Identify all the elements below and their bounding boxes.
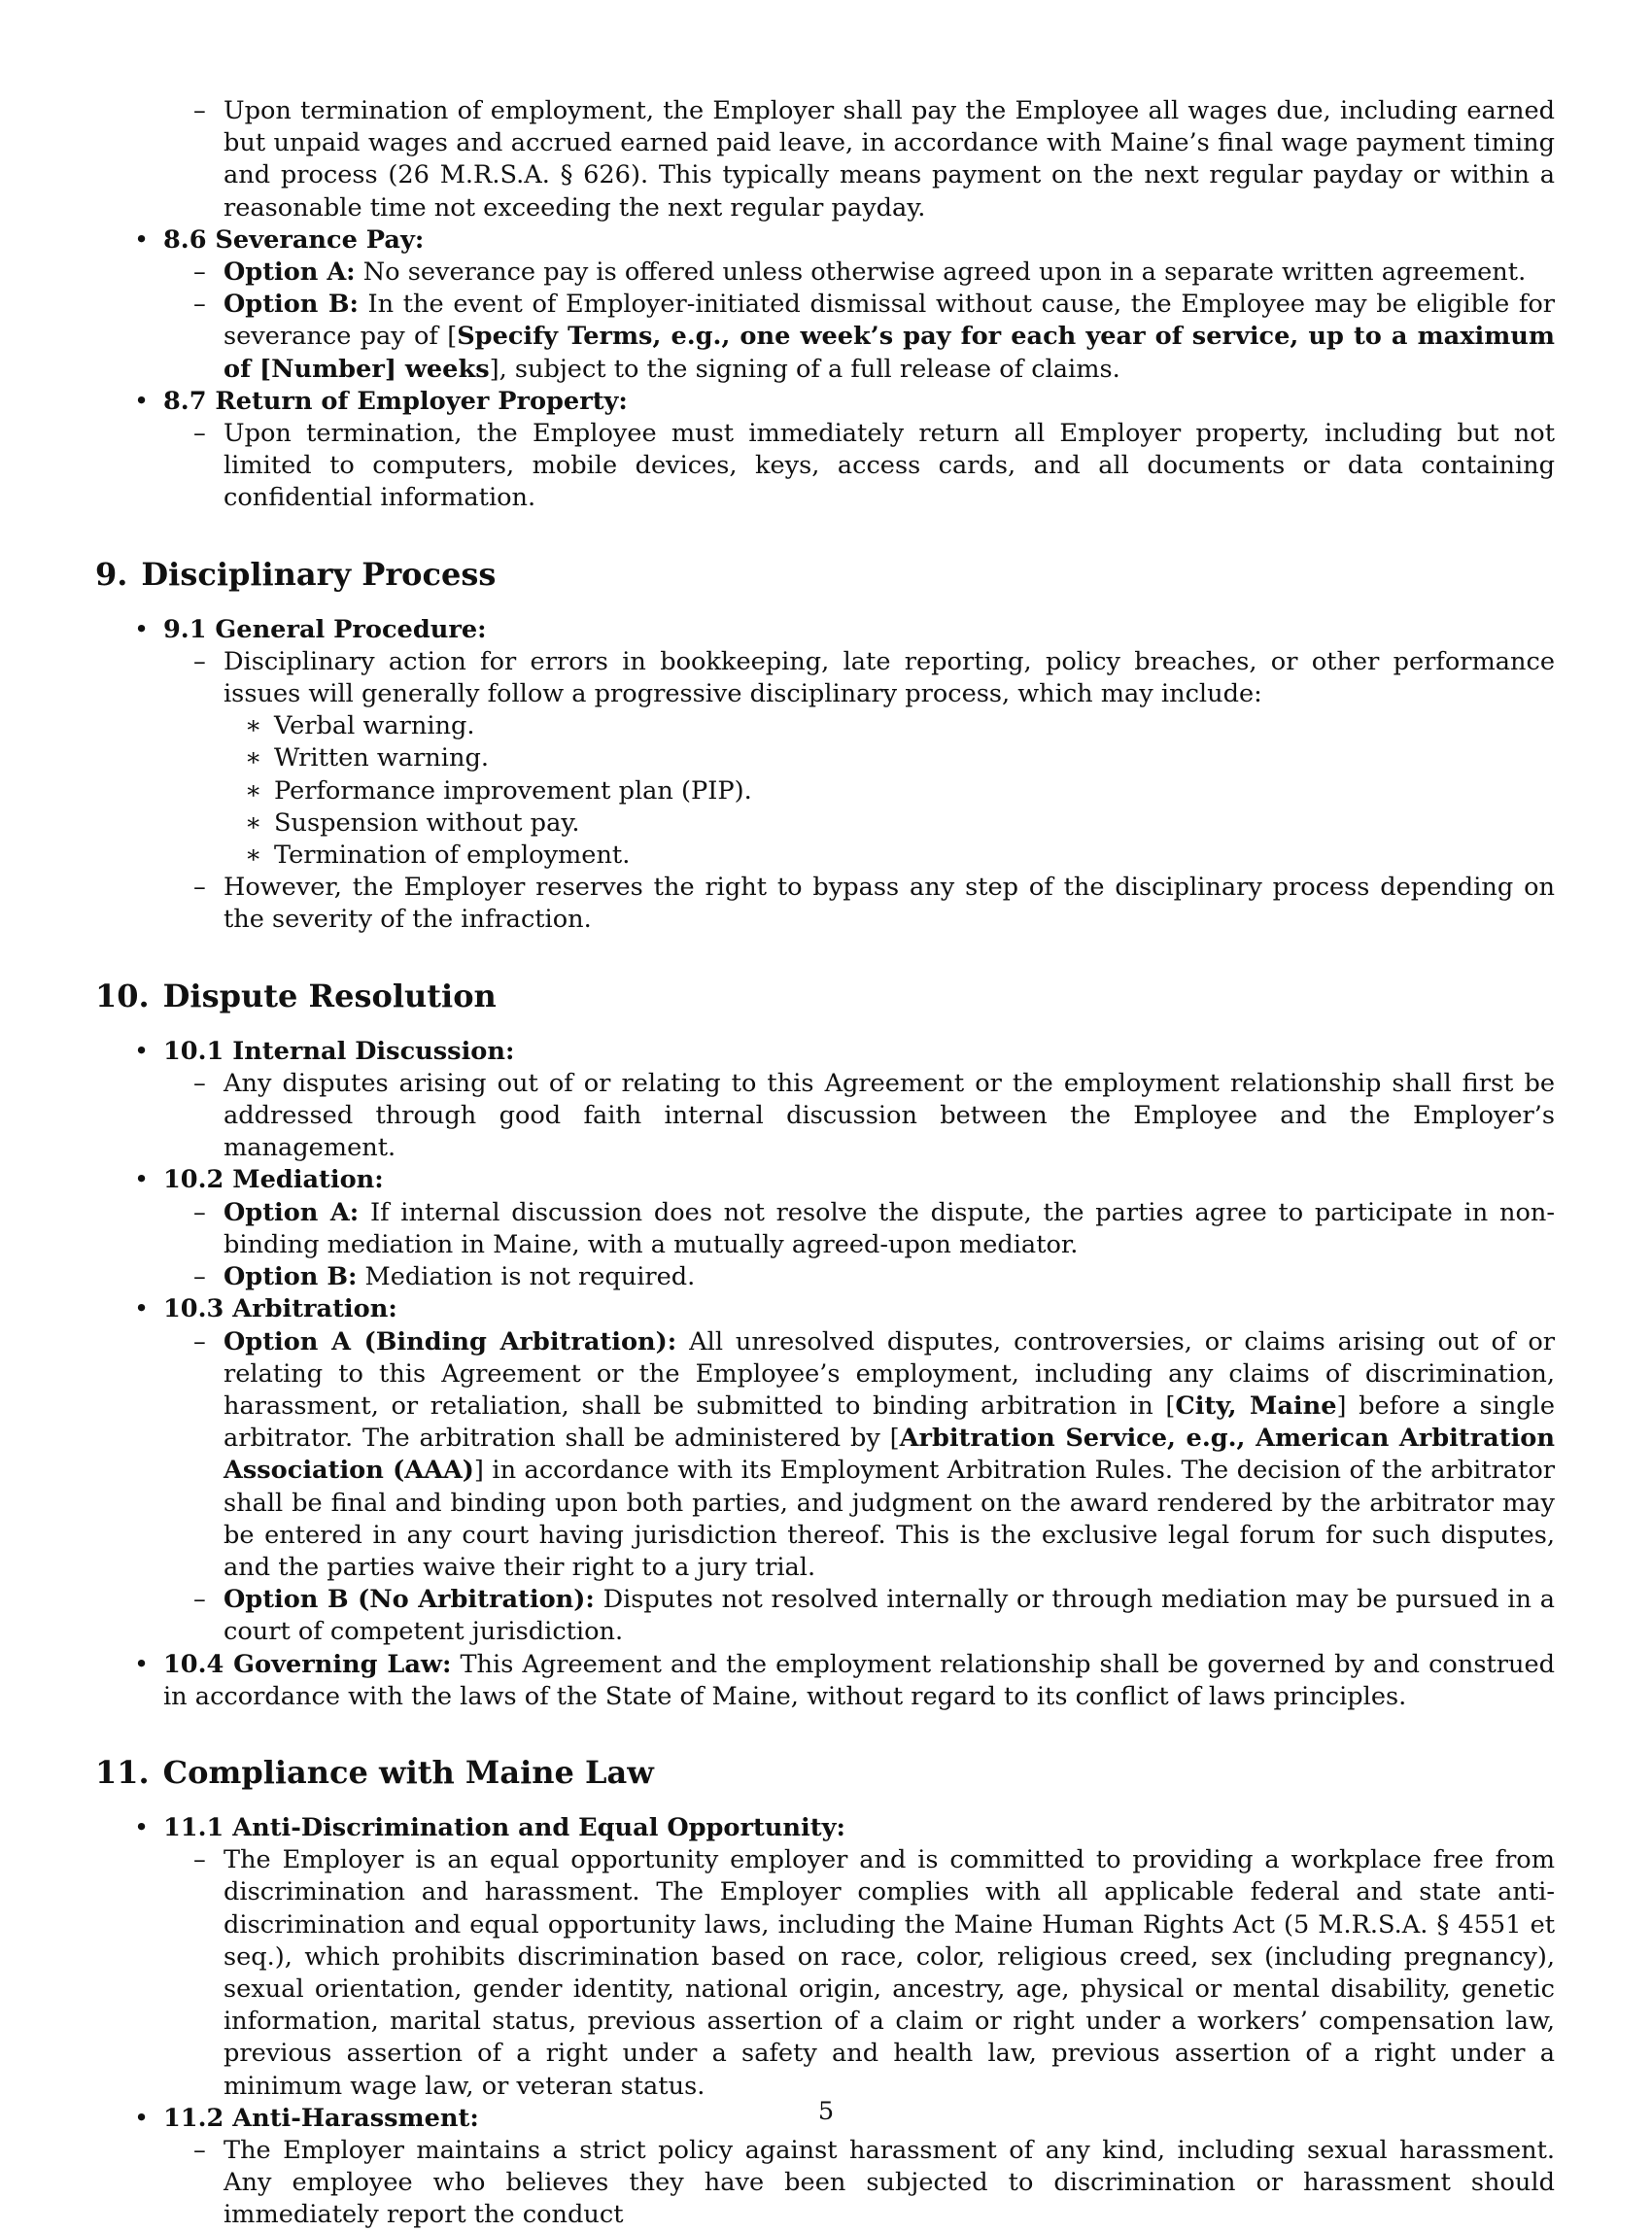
return-property-paragraph [95, 418, 1555, 515]
item-8-7 [95, 386, 1555, 418]
bullet-marker: • [134, 1165, 150, 1195]
bullet-marker: • [134, 1036, 150, 1066]
disciplinary-bypass [95, 872, 1555, 936]
dash-marker: – [193, 1262, 206, 1292]
dash-marker: – [193, 1845, 206, 1875]
dash-marker: – [193, 1585, 206, 1615]
placeholder-terms: Specify Terms, e.g., one week’s pay for each year of service, up to a maximum of [Number] weeks [224, 322, 1555, 384]
bypass-text: However, the Employer reserves the right to bypass any step of the disciplinary process depending on the severity of the infraction. [224, 873, 1555, 935]
item-heading: 8.6 Severance Pay: [163, 224, 425, 255]
severance-option-a [95, 257, 1555, 289]
disciplinary-intro [95, 646, 1555, 710]
dash-marker: – [193, 258, 206, 288]
dash-marker: – [193, 2135, 206, 2165]
list-item [95, 742, 1555, 774]
item-heading: 10.2 Mediation: [163, 1165, 384, 1195]
option-text-end: ], subject to the signing of a full release of claims. [489, 354, 1120, 384]
item-10-1 [95, 1036, 1555, 1068]
item-9-1 [95, 614, 1555, 646]
page-number: 5 [817, 2097, 835, 2126]
bullet-marker: • [134, 224, 150, 255]
asterisk-marker: ∗ [245, 743, 262, 773]
item-heading: 8.7 Return of Employer Property: [163, 386, 628, 416]
option-text: ] before a single arbitrator. The arbitration shall be administered by [ [224, 1391, 1556, 1454]
item-heading: 11.1 Anti-Discrimination and Equal Opportunity: [163, 1812, 845, 1842]
option-label: Option A (Binding Arbitration): [224, 1326, 677, 1356]
item-10-3 [95, 1293, 1555, 1325]
section-title: Compliance with Maine Law [162, 1753, 654, 1791]
placeholder-arbitration-service: Arbitration Service, e.g., American Arbitration Association (AAA) [224, 1424, 1555, 1486]
section-title: Dispute Resolution [162, 977, 497, 1014]
anti-harassment-paragraph [95, 2135, 1555, 2232]
dash-marker: – [193, 290, 206, 320]
severance-option-b [95, 289, 1555, 386]
option-text: All unresolved disputes, controversies, or claims arising out of or relating to this Agreement or the Employee’s employment, including any claims of discrimination, harassment, or retaliation, shall be submitted to binding arbitration in [ [224, 1326, 1556, 1421]
step-text: Written warning. [274, 743, 489, 773]
dash-marker: – [193, 873, 206, 903]
dash-marker: – [193, 96, 206, 125]
dash-marker: – [193, 1326, 206, 1356]
option-text: If internal discussion does not resolve the dispute, the parties agree to participate in non-binding mediation in Maine, with a mutually agreed-upon mediator. [224, 1197, 1555, 1259]
dash-marker: – [193, 419, 206, 449]
dash-marker: – [193, 646, 206, 676]
arbitration-option-b [95, 1584, 1555, 1648]
asterisk-marker: ∗ [245, 807, 262, 838]
asterisk-marker: ∗ [245, 711, 262, 741]
dash-marker: – [193, 1197, 206, 1227]
option-text: ] in accordance with its Employment Arbitration Rules. The decision of the arbitrator shall be final and binding upon both parties, and judgment on the award rendered by the arbitrator may be entered in any court having jurisdiction thereof. This is the exclusive legal forum for such disputes, and the parties waive their right to a jury trial. [224, 1456, 1555, 1582]
internal-discussion-text: Any disputes arising out of or relating to this Agreement or the employment relationship shall first be addressed through good faith internal discussion between the Employee and the Employer’s management. [224, 1068, 1555, 1163]
option-label: Option B: [224, 290, 359, 320]
asterisk-marker: ∗ [245, 841, 262, 871]
option-text: Mediation is not required. [357, 1262, 696, 1292]
mediation-option-a [95, 1197, 1555, 1261]
governing-law-text: This Agreement and the employment relationship shall be governed by and construed in accordance with the laws of the State of Maine, without regard to its conflict of laws principles. [163, 1649, 1555, 1711]
step-text: Termination of employment. [274, 841, 631, 871]
dash-marker: – [193, 1068, 206, 1098]
item-heading: 9.1 General Procedure: [163, 614, 487, 644]
option-label: Option B (No Arbitration): [224, 1585, 595, 1615]
list-item [95, 710, 1555, 742]
item-heading: 11.2 Anti-Harassment: [163, 2103, 479, 2133]
disciplinary-intro-text: Disciplinary action for errors in bookkeeping, late reporting, policy breaches, or other performance issues will generally follow a progressive disciplinary process, which may include: [224, 646, 1555, 709]
item-8-6 [95, 224, 1555, 257]
option-label: Option B: [224, 1262, 358, 1292]
list-item [95, 807, 1555, 840]
bullet-marker: • [134, 386, 150, 416]
anti-discrimination-text: The Employer is an equal opportunity employer and is committed to providing a workplace free from discrimination and harassment. The Employer complies with all applicable federal and state anti-discrimination and equal opportunity laws, including the Maine Human Rights Act (5 M.R.S.A. § 4551 et seq.), which prohibits discrimination based on race, color, religious creed, sex (including pregnancy), sexual orientation, gender identity, national origin, ancestry, age, physical or mental disability, genetic information, marital status, previous assertion of a claim or right under a workers’ compensation law, previous assertion of a right under a safety and health law, previous assertion of a right under a minimum wage law, or veteran status. [224, 1845, 1555, 2101]
list-item [95, 840, 1555, 872]
bullet-marker: • [134, 614, 150, 644]
final-wage-text: Upon termination of employment, the Employer shall pay the Employee all wages due, including earned but unpaid wages and accrued earned paid leave, in accordance with Maine’s final wage payment timing and process (26 M.R.S.A. § 626). This typically means payment on the next regular payday or within a reasonable time not exceeding the next regular payday. [224, 96, 1555, 223]
mediation-option-b [95, 1261, 1555, 1293]
option-text: In the event of Employer-initiated dismissal without cause, the Employee may be eligible for severance pay of [ [224, 290, 1555, 352]
section-number: 11. [95, 1753, 150, 1791]
step-text: Verbal warning. [274, 711, 475, 741]
anti-harassment-text: The Employer maintains a strict policy against harassment of any kind, including sexual harassment. Any employee who believes they have been subjected to discrimination or harassment should immediately report the conduct [224, 2135, 1555, 2230]
option-text: Disputes not resolved internally or through mediation may be pursued in a court of competent jurisdiction. [224, 1585, 1555, 1647]
bullet-marker: • [134, 2103, 150, 2133]
section-heading-11 [95, 1754, 1555, 1791]
section-title: Disciplinary Process [141, 555, 497, 593]
step-text: Suspension without pay. [274, 807, 580, 838]
bullet-marker: • [134, 1812, 150, 1842]
section-heading-10 [95, 978, 1555, 1014]
item-11-1 [95, 1812, 1555, 1844]
bullet-marker: • [134, 1649, 150, 1679]
bullet-marker: • [134, 1294, 150, 1324]
return-property-text: Upon termination, the Employee must immediately return all Employer property, including but not limited to computers, mobile devices, keys, access cards, and all documents or data containing confidential information. [224, 419, 1555, 513]
asterisk-marker: ∗ [245, 775, 262, 806]
item-10-4 [95, 1649, 1555, 1713]
option-label: Option A: [224, 1197, 360, 1227]
step-text: Performance improvement plan (PIP). [274, 775, 752, 806]
item-10-2 [95, 1164, 1555, 1196]
item-heading: 10.4 Governing Law: [163, 1649, 452, 1679]
section-heading-9 [95, 556, 1555, 593]
arbitration-option-a [95, 1326, 1555, 1585]
item-heading: 10.1 Internal Discussion: [163, 1036, 515, 1066]
section-number: 10. [95, 977, 150, 1014]
placeholder-city: City, Maine [1175, 1391, 1337, 1421]
list-item [95, 775, 1555, 807]
internal-discussion-paragraph [95, 1068, 1555, 1165]
page-content [95, 95, 1555, 2232]
anti-discrimination-paragraph [95, 1844, 1555, 2103]
final-wage-paragraph [95, 95, 1555, 224]
section-number: 9. [95, 555, 128, 593]
item-heading: 10.3 Arbitration: [163, 1294, 397, 1324]
option-text: No severance pay is offered unless otherwise agreed upon in a separate written agreement. [355, 258, 1527, 288]
option-label: Option A: [224, 258, 356, 288]
